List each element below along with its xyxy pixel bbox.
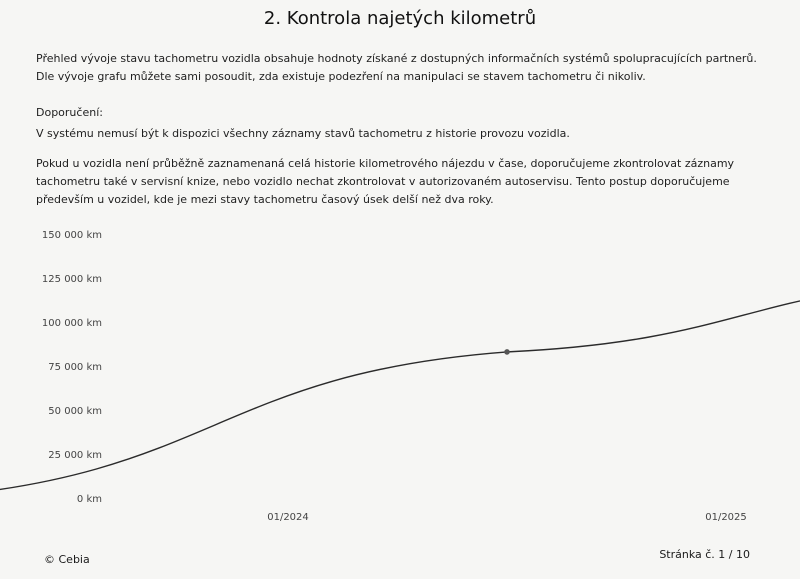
page-number: Stránka č. 1 / 10 — [659, 548, 750, 561]
y-tick-label: 0 km — [76, 494, 102, 505]
data-point — [504, 349, 510, 355]
y-tick-label: 75 000 km — [48, 362, 102, 373]
y-tick-label: 100 000 km — [41, 318, 102, 329]
overview-paragraph: Přehled vývoje stavu tachometru vozidla obsahuje hodnoty získané z dostupných informačních systémů spolupracujících partnerů. Dle vývoje grafu můžete sami posoudit, zda existuje podezření na manipulaci se stavem tachometru či nikoliv. — [36, 52, 757, 83]
series-line — [0, 278, 800, 498]
y-tick-label: 25 000 km — [48, 450, 102, 461]
y-tick-label: 50 000 km — [48, 406, 102, 417]
y-tick-label: 125 000 km — [41, 274, 102, 285]
recommendation-heading: Doporučení: — [36, 106, 103, 119]
advice-paragraph: Pokud u vozidla není průběžně zaznamenaná celá historie kilometrového nájezdu v čase, doporučujeme zkontrolovat záznamy tachometru také v servisní knize, nebo vozidlo nechat zkontrolovat v autorizovaném autoservisu. Tento postup doporučujeme především u vozidel, kde je mezi stavy tachometru časový úsek delší než dva roky. — [36, 157, 735, 206]
notice-paragraph: V systému nemusí být k dispozici všechny záznamy stavů tachometru z historie provozu vozidla. — [36, 127, 570, 140]
section-title: 2. Kontrola najetých kilometrů — [263, 8, 537, 29]
y-tick-label: 150 000 km — [41, 230, 102, 241]
copyright-label: © Cebia — [44, 553, 90, 566]
x-tick-label: 01/2024 — [267, 512, 309, 523]
x-tick-label: 01/2025 — [705, 512, 747, 523]
